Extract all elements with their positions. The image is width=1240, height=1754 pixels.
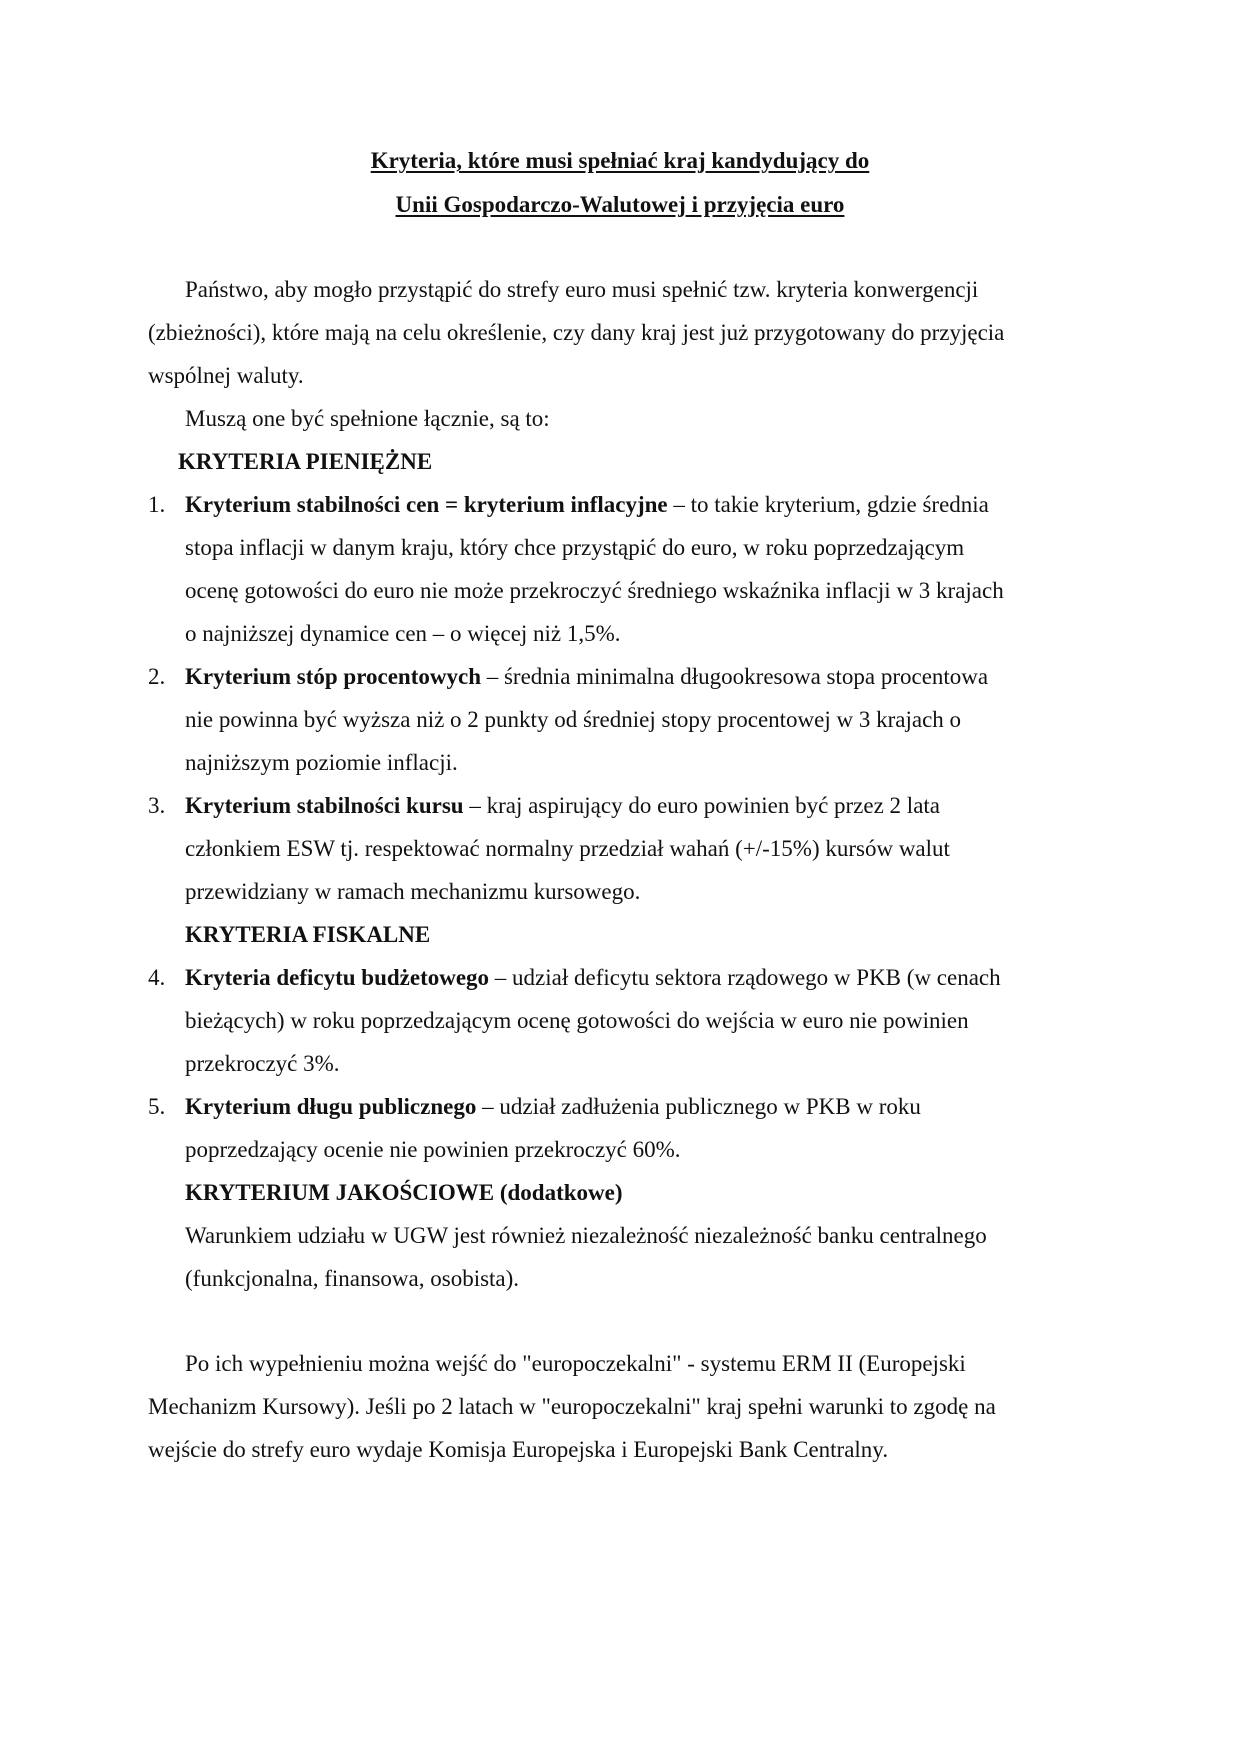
list-item-2-line-1 xyxy=(185,663,988,691)
list-item-5-line-1 xyxy=(185,1093,921,1121)
outro-line-2: Mechanizm Kursowy). Jeśli po 2 latach w "europoczekalni" kraj spełni warunki to zgodę na xyxy=(148,1394,996,1419)
intro-line-4: Muszą one być spełnione łącznie, są to: xyxy=(185,406,550,431)
document-title-line-1: Kryteria, które musi spełniać kraj kandydujący do xyxy=(370,148,870,173)
list-item-4-line-3: przekroczyć 3%. xyxy=(185,1051,340,1076)
intro-line-3: wspólnej waluty. xyxy=(148,363,304,388)
list-item-5-line-2: poprzedzający ocenie nie powinien przekroczyć 60%. xyxy=(185,1137,681,1162)
list-number: 3. xyxy=(148,793,166,818)
list-item-3-line-2: członkiem ESW tj. respektować normalny przedział wahań (+/-15%) kursów walut xyxy=(185,836,950,861)
list-item-1-line-4: o najniższej dynamice cen – o więcej niż 1,5%. xyxy=(185,621,621,646)
intro-line-1: Państwo, aby mogło przystąpić do strefy euro musi spełnić tzw. kryteria konwergencji xyxy=(185,277,979,302)
list-item-1-line-3: ocenę gotowości do euro nie może przekroczyć średniego wskaźnika inflacji w 3 krajach xyxy=(185,578,1004,603)
section-heading-fiscal: KRYTERIA FISKALNE xyxy=(185,922,431,947)
list-item-3-line-3: przewidziany w ramach mechanizmu kursowego. xyxy=(185,879,641,904)
list-item-2-term: Kryterium stóp procentowych xyxy=(185,664,481,689)
list-item-2-line-3: najniższym poziomie inflacji. xyxy=(185,750,458,775)
list-item-1-separator: = xyxy=(439,492,464,517)
list-item-1-term: Kryterium stabilności cen xyxy=(185,492,440,517)
list-item-3-line-1 xyxy=(185,792,940,820)
quality-line-1: Warunkiem udziału w UGW jest również niezależność niezależność banku centralnego xyxy=(185,1223,987,1248)
list-item-5-text: – udział zadłużenia publicznego w PKB w roku xyxy=(476,1094,921,1119)
list-number: 1. xyxy=(148,492,166,517)
quality-line-2: (funkcjonalna, finansowa, osobista). xyxy=(185,1266,520,1291)
document-title-line-2: Unii Gospodarczo-Walutowej i przyjęcia euro xyxy=(395,192,845,217)
list-item-5-term: Kryterium długu publicznego xyxy=(185,1094,477,1119)
list-number: 4. xyxy=(148,965,166,990)
list-item-3-term: Kryterium stabilności kursu xyxy=(185,793,464,818)
intro-line-2: (zbieżności), które mają na celu określenie, czy dany kraj jest już przygotowany do przyjęcia xyxy=(148,320,1005,345)
list-item-3-text: – kraj aspirujący do euro powinien być przez 2 lata xyxy=(463,793,941,818)
section-heading-monetary: KRYTERIA PIENIĘŻNE xyxy=(178,449,433,474)
list-number: 5. xyxy=(148,1094,166,1119)
list-item-4-line-2: bieżących) w roku poprzedzającym ocenę gotowości do wejścia w euro nie powinien xyxy=(185,1008,969,1033)
list-item-1-line-1 xyxy=(185,491,989,519)
list-item-1-line-2: stopa inflacji w danym kraju, który chce przystąpić do euro, w roku poprzedzającym xyxy=(185,535,965,560)
section-heading-quality: KRYTERIUM JAKOŚCIOWE (dodatkowe) xyxy=(185,1180,623,1205)
list-item-2-line-2: nie powinna być wyższa niż o 2 punkty od średniej stopy procentowej w 3 krajach o xyxy=(185,707,962,732)
list-item-4-line-1 xyxy=(185,964,1001,992)
list-item-2-text: – średnia minimalna długookresowa stopa procentowa xyxy=(480,664,989,689)
list-item-4-text: – udział deficytu sektora rządowego w PKB (w cenach xyxy=(489,965,1001,990)
list-item-1-text: – to takie kryterium, gdzie średnia xyxy=(667,492,989,517)
outro-line-3: wejście do strefy euro wydaje Komisja Europejska i Europejski Bank Centralny. xyxy=(148,1437,889,1462)
list-number: 2. xyxy=(148,664,166,689)
list-item-1-term-2: kryterium inflacyjne xyxy=(463,492,668,517)
list-item-4-term: Kryteria deficytu budżetowego xyxy=(185,965,490,990)
outro-line-1: Po ich wypełnieniu można wejść do "europoczekalni" - systemu ERM II (Europejski xyxy=(185,1351,966,1376)
